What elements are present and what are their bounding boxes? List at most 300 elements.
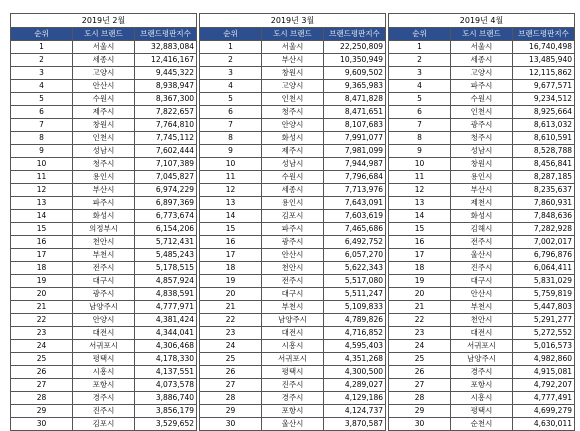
table-row: [11, 132, 197, 145]
city-cell: 평택시: [451, 405, 513, 418]
table-row: [389, 301, 575, 314]
table-row: [200, 132, 386, 145]
index-cell: 5,178,515: [135, 262, 197, 275]
rank-cell: 5: [11, 93, 73, 106]
city-cell: 안양시: [73, 314, 135, 327]
table-row: [389, 340, 575, 353]
table-row: [200, 418, 386, 431]
rank-cell: 8: [389, 132, 451, 145]
table-row: [389, 210, 575, 223]
table-row: [389, 392, 575, 405]
index-cell: 8,471,828: [324, 93, 386, 106]
rank-cell: 19: [389, 275, 451, 288]
city-cell: 의정부시: [73, 223, 135, 236]
index-cell: 5,016,573: [513, 340, 575, 353]
ranking-table: [10, 13, 197, 431]
table-row: [389, 249, 575, 262]
table-row: [389, 132, 575, 145]
table-row: [389, 41, 575, 54]
index-cell: 6,154,206: [135, 223, 197, 236]
city-cell: 평택시: [73, 353, 135, 366]
index-cell: 3,870,587: [324, 418, 386, 431]
column-header: 순위: [389, 28, 451, 41]
ranking-table: [199, 13, 386, 431]
city-cell: 진주시: [262, 379, 324, 392]
table-row: [389, 262, 575, 275]
rank-cell: 16: [200, 236, 262, 249]
table-row: [11, 41, 197, 54]
index-cell: 6,064,411: [513, 262, 575, 275]
index-cell: 5,272,552: [513, 327, 575, 340]
rank-cell: 23: [200, 327, 262, 340]
city-cell: 청주시: [451, 132, 513, 145]
table-row: [11, 249, 197, 262]
rank-cell: 12: [389, 184, 451, 197]
rank-cell: 6: [200, 106, 262, 119]
index-cell: 8,235,637: [513, 184, 575, 197]
rank-cell: 1: [11, 41, 73, 54]
index-cell: 5,622,343: [324, 262, 386, 275]
index-cell: 7,107,389: [135, 158, 197, 171]
city-cell: 광주시: [262, 236, 324, 249]
city-cell: 김포시: [262, 210, 324, 223]
table-row: [11, 223, 197, 236]
city-cell: 창원시: [73, 119, 135, 132]
table-row: [200, 119, 386, 132]
rank-cell: 26: [389, 366, 451, 379]
table-row: [200, 184, 386, 197]
city-cell: 인천시: [73, 132, 135, 145]
table-row: [200, 197, 386, 210]
index-cell: 7,045,827: [135, 171, 197, 184]
index-cell: 4,289,027: [324, 379, 386, 392]
table-row: [389, 54, 575, 67]
city-cell: 인천시: [451, 106, 513, 119]
rank-cell: 26: [11, 366, 73, 379]
city-cell: 화성시: [73, 210, 135, 223]
city-cell: 파주시: [262, 223, 324, 236]
index-cell: 4,857,924: [135, 275, 197, 288]
table-row: [389, 158, 575, 171]
index-cell: 22,250,809: [324, 41, 386, 54]
table-row: [200, 249, 386, 262]
index-cell: 7,860,931: [513, 197, 575, 210]
table-row: [11, 54, 197, 67]
index-cell: 7,602,444: [135, 145, 197, 158]
city-cell: 화성시: [262, 132, 324, 145]
index-cell: 7,713,976: [324, 184, 386, 197]
column-header: 브랜드평판지수: [135, 28, 197, 41]
city-cell: 울산시: [451, 249, 513, 262]
city-cell: 진주시: [73, 405, 135, 418]
rank-cell: 27: [11, 379, 73, 392]
table-row: [389, 171, 575, 184]
table-row: [11, 288, 197, 301]
rank-cell: 3: [11, 67, 73, 80]
city-cell: 서귀포시: [262, 353, 324, 366]
table-row: [11, 275, 197, 288]
table-row: [11, 145, 197, 158]
rank-cell: 10: [200, 158, 262, 171]
rank-cell: 30: [11, 418, 73, 431]
index-cell: 7,603,619: [324, 210, 386, 223]
table-row: [389, 275, 575, 288]
header-row: [11, 28, 197, 41]
rank-cell: 20: [200, 288, 262, 301]
index-cell: 9,677,571: [513, 80, 575, 93]
table-row: [11, 327, 197, 340]
rank-cell: 4: [11, 80, 73, 93]
table-row: [200, 340, 386, 353]
table-row: [11, 379, 197, 392]
table-row: [389, 366, 575, 379]
index-cell: 6,773,674: [135, 210, 197, 223]
city-cell: 세종시: [262, 184, 324, 197]
index-cell: 7,764,810: [135, 119, 197, 132]
index-cell: 8,107,683: [324, 119, 386, 132]
rank-cell: 26: [200, 366, 262, 379]
index-cell: 8,471,651: [324, 106, 386, 119]
index-cell: 8,613,032: [513, 119, 575, 132]
index-cell: 7,991,077: [324, 132, 386, 145]
city-cell: 대전시: [73, 327, 135, 340]
index-cell: 8,456,841: [513, 158, 575, 171]
table-row: [389, 93, 575, 106]
index-cell: 5,291,277: [513, 314, 575, 327]
index-cell: 4,344,041: [135, 327, 197, 340]
index-cell: 4,306,468: [135, 340, 197, 353]
index-cell: 4,789,826: [324, 314, 386, 327]
index-cell: 32,883,084: [135, 41, 197, 54]
index-cell: 7,822,657: [135, 106, 197, 119]
index-cell: 7,745,112: [135, 132, 197, 145]
index-cell: 4,124,737: [324, 405, 386, 418]
index-cell: 7,643,091: [324, 197, 386, 210]
rank-cell: 28: [389, 392, 451, 405]
table-row: [11, 366, 197, 379]
table-row: [389, 288, 575, 301]
index-cell: 8,528,788: [513, 145, 575, 158]
city-cell: 인천시: [262, 93, 324, 106]
index-cell: 5,759,819: [513, 288, 575, 301]
city-cell: 김포시: [73, 418, 135, 431]
city-cell: 대전시: [451, 327, 513, 340]
table-row: [200, 262, 386, 275]
rank-cell: 7: [200, 119, 262, 132]
index-cell: 4,716,852: [324, 327, 386, 340]
table-row: [200, 327, 386, 340]
table-row: [11, 392, 197, 405]
index-cell: 7,848,636: [513, 210, 575, 223]
rank-cell: 10: [389, 158, 451, 171]
header-row: [389, 28, 575, 41]
column-header: 도시 브랜드: [451, 28, 513, 41]
city-cell: 창원시: [262, 67, 324, 80]
index-cell: 4,595,403: [324, 340, 386, 353]
rank-cell: 2: [389, 54, 451, 67]
city-cell: 남양주시: [73, 301, 135, 314]
city-cell: 대구시: [262, 288, 324, 301]
column-header: 브랜드평판지수: [513, 28, 575, 41]
index-cell: 7,944,987: [324, 158, 386, 171]
ranking-table-block: [10, 13, 197, 431]
rank-cell: 22: [389, 314, 451, 327]
city-cell: 고양시: [451, 67, 513, 80]
table-row: [389, 184, 575, 197]
rank-cell: 14: [389, 210, 451, 223]
city-cell: 진주시: [451, 262, 513, 275]
table-row: [11, 418, 197, 431]
city-cell: 파주시: [451, 80, 513, 93]
rank-cell: 18: [200, 262, 262, 275]
rank-cell: 16: [11, 236, 73, 249]
rank-cell: 23: [11, 327, 73, 340]
city-cell: 성남시: [262, 158, 324, 171]
column-header: 순위: [11, 28, 73, 41]
table-row: [200, 353, 386, 366]
rank-cell: 14: [200, 210, 262, 223]
city-cell: 화성시: [451, 210, 513, 223]
index-cell: 6,492,752: [324, 236, 386, 249]
rank-cell: 24: [389, 340, 451, 353]
table-row: [200, 314, 386, 327]
table-row: [11, 262, 197, 275]
city-cell: 경주시: [451, 366, 513, 379]
rank-cell: 14: [11, 210, 73, 223]
index-cell: 7,796,684: [324, 171, 386, 184]
index-cell: 4,630,011: [513, 418, 575, 431]
city-cell: 김해시: [451, 223, 513, 236]
table-row: [389, 379, 575, 392]
rank-cell: 4: [200, 80, 262, 93]
rank-cell: 1: [389, 41, 451, 54]
period-title: 2019년 3월: [200, 14, 386, 28]
index-cell: 5,712,431: [135, 236, 197, 249]
index-cell: 7,981,099: [324, 145, 386, 158]
table-row: [389, 119, 575, 132]
table-row: [200, 67, 386, 80]
index-cell: 4,178,330: [135, 353, 197, 366]
table-row: [200, 236, 386, 249]
city-cell: 용인시: [451, 171, 513, 184]
index-cell: 5,109,833: [324, 301, 386, 314]
rank-cell: 17: [200, 249, 262, 262]
rank-cell: 16: [389, 236, 451, 249]
city-cell: 포항시: [262, 405, 324, 418]
rank-cell: 23: [389, 327, 451, 340]
rank-cell: 12: [200, 184, 262, 197]
ranking-table-block: [199, 13, 386, 431]
rank-cell: 28: [11, 392, 73, 405]
city-cell: 부산시: [73, 184, 135, 197]
table-row: [389, 418, 575, 431]
rank-cell: 2: [200, 54, 262, 67]
index-cell: 4,792,207: [513, 379, 575, 392]
table-row: [200, 54, 386, 67]
index-cell: 12,115,862: [513, 67, 575, 80]
table-row: [11, 119, 197, 132]
city-cell: 대구시: [73, 275, 135, 288]
table-row: [11, 405, 197, 418]
table-row: [389, 353, 575, 366]
rank-cell: 19: [200, 275, 262, 288]
rank-cell: 2: [11, 54, 73, 67]
city-cell: 창원시: [451, 158, 513, 171]
rank-cell: 24: [11, 340, 73, 353]
table-row: [11, 314, 197, 327]
ranking-table-block: [388, 13, 575, 431]
index-cell: 9,234,512: [513, 93, 575, 106]
city-cell: 경주시: [73, 392, 135, 405]
rank-cell: 15: [389, 223, 451, 236]
city-cell: 전주시: [73, 262, 135, 275]
table-row: [11, 93, 197, 106]
rank-cell: 25: [200, 353, 262, 366]
city-cell: 부천시: [451, 301, 513, 314]
index-cell: 4,129,186: [324, 392, 386, 405]
city-cell: 천안시: [262, 262, 324, 275]
rank-cell: 27: [389, 379, 451, 392]
city-cell: 경주시: [262, 392, 324, 405]
city-cell: 청주시: [262, 106, 324, 119]
city-cell: 부천시: [73, 249, 135, 262]
index-cell: 9,445,322: [135, 67, 197, 80]
city-cell: 용인시: [262, 197, 324, 210]
city-cell: 천안시: [451, 314, 513, 327]
city-cell: 제주시: [73, 106, 135, 119]
table-row: [200, 392, 386, 405]
index-cell: 6,796,876: [513, 249, 575, 262]
period-row: [389, 14, 575, 28]
index-cell: 6,897,369: [135, 197, 197, 210]
table-row: [389, 80, 575, 93]
table-row: [200, 379, 386, 392]
rank-cell: 8: [11, 132, 73, 145]
city-cell: 수원시: [262, 171, 324, 184]
period-row: [200, 14, 386, 28]
table-row: [389, 223, 575, 236]
index-cell: 4,351,268: [324, 353, 386, 366]
rank-cell: 29: [11, 405, 73, 418]
city-cell: 천안시: [73, 236, 135, 249]
index-cell: 4,137,551: [135, 366, 197, 379]
index-cell: 13,485,940: [513, 54, 575, 67]
rank-cell: 11: [389, 171, 451, 184]
index-cell: 8,287,185: [513, 171, 575, 184]
table-row: [200, 288, 386, 301]
table-row: [11, 301, 197, 314]
rank-cell: 18: [11, 262, 73, 275]
rank-cell: 5: [389, 93, 451, 106]
city-cell: 세종시: [73, 54, 135, 67]
city-cell: 부천시: [262, 301, 324, 314]
table-row: [389, 314, 575, 327]
city-cell: 청주시: [73, 158, 135, 171]
period-row: [11, 14, 197, 28]
rank-cell: 18: [389, 262, 451, 275]
table-row: [200, 223, 386, 236]
city-cell: 순천시: [451, 418, 513, 431]
city-cell: 평택시: [262, 366, 324, 379]
table-row: [200, 93, 386, 106]
column-header: 순위: [200, 28, 262, 41]
table-row: [11, 80, 197, 93]
table-row: [200, 171, 386, 184]
city-cell: 남양주시: [262, 314, 324, 327]
table-row: [389, 106, 575, 119]
rank-cell: 7: [11, 119, 73, 132]
rank-cell: 17: [389, 249, 451, 262]
table-row: [11, 236, 197, 249]
index-cell: 12,416,167: [135, 54, 197, 67]
rank-cell: 13: [11, 197, 73, 210]
rank-cell: 6: [11, 106, 73, 119]
index-cell: 5,447,803: [513, 301, 575, 314]
index-cell: 6,974,229: [135, 184, 197, 197]
table-row: [11, 353, 197, 366]
rank-cell: 21: [11, 301, 73, 314]
table-row: [200, 158, 386, 171]
rank-cell: 7: [389, 119, 451, 132]
city-cell: 시흥시: [73, 366, 135, 379]
table-row: [11, 197, 197, 210]
city-cell: 안양시: [262, 119, 324, 132]
city-cell: 고양시: [262, 80, 324, 93]
rank-cell: 11: [200, 171, 262, 184]
rank-cell: 29: [389, 405, 451, 418]
rank-cell: 13: [200, 197, 262, 210]
city-cell: 울산시: [262, 418, 324, 431]
rank-cell: 9: [200, 145, 262, 158]
index-cell: 16,740,498: [513, 41, 575, 54]
rank-cell: 21: [200, 301, 262, 314]
index-cell: 3,856,179: [135, 405, 197, 418]
table-row: [200, 275, 386, 288]
city-cell: 제주시: [262, 145, 324, 158]
city-cell: 성남시: [451, 145, 513, 158]
city-cell: 수원시: [451, 93, 513, 106]
table-row: [200, 301, 386, 314]
city-cell: 서울시: [262, 41, 324, 54]
index-cell: 5,485,243: [135, 249, 197, 262]
rank-cell: 3: [389, 67, 451, 80]
rank-cell: 22: [11, 314, 73, 327]
rank-cell: 25: [11, 353, 73, 366]
city-cell: 수원시: [73, 93, 135, 106]
rank-cell: 20: [389, 288, 451, 301]
rank-cell: 12: [11, 184, 73, 197]
city-cell: 광주시: [73, 288, 135, 301]
index-cell: 6,057,270: [324, 249, 386, 262]
rank-cell: 30: [200, 418, 262, 431]
table-row: [200, 80, 386, 93]
index-cell: 4,381,424: [135, 314, 197, 327]
rank-cell: 3: [200, 67, 262, 80]
rank-cell: 17: [11, 249, 73, 262]
table-row: [389, 327, 575, 340]
table-row: [11, 340, 197, 353]
rank-cell: 28: [200, 392, 262, 405]
index-cell: 9,365,983: [324, 80, 386, 93]
index-cell: 5,517,080: [324, 275, 386, 288]
table-row: [11, 67, 197, 80]
city-cell: 부산시: [262, 54, 324, 67]
rank-cell: 10: [11, 158, 73, 171]
city-cell: 남양주시: [451, 353, 513, 366]
table-row: [200, 210, 386, 223]
index-cell: 4,073,578: [135, 379, 197, 392]
table-row: [389, 145, 575, 158]
